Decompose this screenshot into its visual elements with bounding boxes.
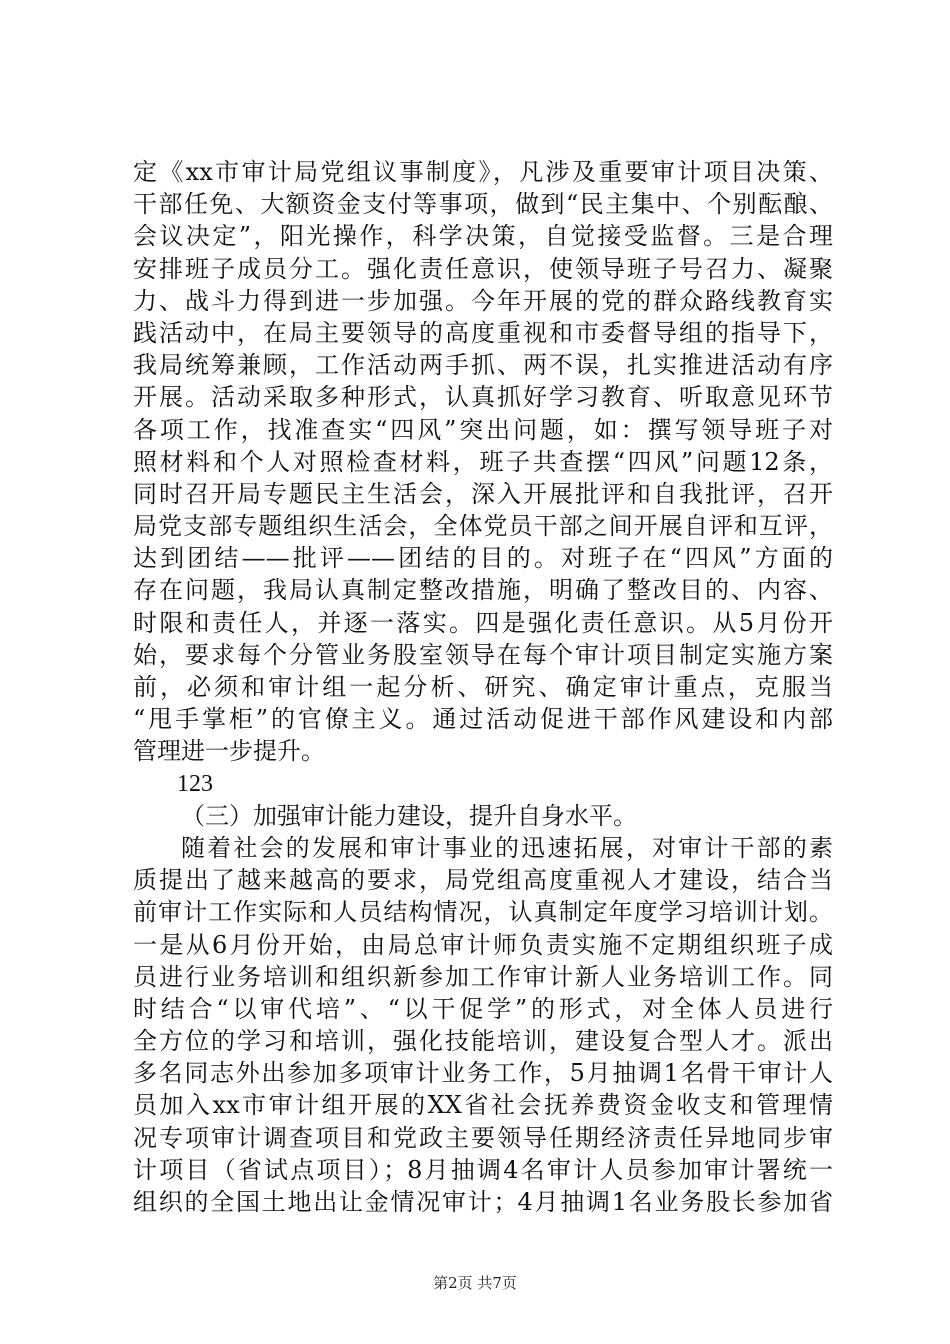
page-footer: 第2页 共7页 xyxy=(433,1274,517,1292)
text-line: 计项目（省试点项目）；8月抽调4名审计人员参加审计署统一 xyxy=(133,1155,833,1184)
text-line: 存在问题，我局认真制定整改措施，明确了整改目的、内容、 xyxy=(133,576,833,605)
text-line: 干部任免、大额资金支付等事项，做到“民主集中、个别酝酿、 xyxy=(133,190,833,219)
text-line: 时结合“以审代培”、“以干促学”的形式，对全体人员进行 xyxy=(133,994,833,1023)
text-line: 时限和责任人，并逐一落实。四是强化责任意识。从5月份开 xyxy=(133,608,833,637)
inline-number: 123 xyxy=(177,770,213,797)
text-line: 我局统筹兼顾，工作活动两手抓、两不误，扎实推进活动有序 xyxy=(133,351,833,380)
text-line: 质提出了越来越高的要求，局党组高度重视人才建设，结合当 xyxy=(133,866,833,895)
text-line: 况专项审计调查项目和党政主要领导任期经济责任异地同步审 xyxy=(133,1123,833,1152)
document-body xyxy=(133,156,833,1218)
text-line: 局党支部专题组织生活会，全体党员干部之间开展自评和互评， xyxy=(133,512,833,541)
text-line: 力、战斗力得到进一步加强。今年开展的党的群众路线教育实 xyxy=(133,286,833,315)
text-line: 前审计工作实际和人员结构情况，认真制定年度学习培训计划。 xyxy=(133,898,833,927)
text-line: 前，必须和审计组一起分析、研究、确定审计重点，克服当 xyxy=(133,673,833,701)
text-line: 组织的全国土地出让金情况审计；4月抽调1名业务股长参加省 xyxy=(133,1188,833,1216)
text-line: 随着社会的发展和审计事业的迅速拓展，对审计干部的素 xyxy=(181,833,833,862)
text-line: 开展。活动采取多种形式，认真抓好学习教育、听取意见环节 xyxy=(133,383,833,412)
text-line: 会议决定”，阳光操作，科学决策，自觉接受监督。三是合理 xyxy=(133,222,833,251)
text-line: 全方位的学习和培训，强化技能培训，建设复合型人才。派出 xyxy=(133,1027,833,1056)
text-line: 安排班子成员分工。强化责任意识，使领导班子号召力、凝聚 xyxy=(133,254,833,283)
text-line: 照材料和个人对照检查材料，班子共查摆“四风”问题12条， xyxy=(133,447,833,476)
text-line: “甩手掌柜”的官僚主义。通过活动促进干部作风建设和内部 xyxy=(133,705,833,734)
text-line: 多名同志外出参加多项审计业务工作，5月抽调1名骨干审计人 xyxy=(133,1059,833,1088)
text-line: 践活动中，在局主要领导的高度重视和市委督导组的指导下， xyxy=(133,318,833,347)
text-line: 管理进一步提升。 xyxy=(133,737,325,766)
text-line: 一是从6月份开始，由局总审计师负责实施不定期组织班子成 xyxy=(133,930,833,959)
text-line: 各项工作，找准查实“四风”突出问题，如：撰写领导班子对 xyxy=(133,415,833,444)
text-line: 定《xx市审计局党组议事制度》，凡涉及重要审计项目决策、 xyxy=(133,158,833,186)
text-line: 始，要求每个分管业务股室领导在每个审计项目制定实施方案 xyxy=(133,640,833,669)
text-line: 达到团结——批评——团结的目的。对班子在“四风”方面的 xyxy=(133,544,833,573)
text-line: 同时召开局专题民主生活会，深入开展批评和自我批评，召开 xyxy=(133,479,833,508)
text-line: 员进行业务培训和组织新参加工作审计新人业务培训工作。同 xyxy=(133,962,833,991)
text-line: （三）加强审计能力建设，提升自身水平。 xyxy=(181,801,637,830)
text-line: 员加入xx市审计组开展的XX省社会抚养费资金收支和管理情 xyxy=(133,1091,833,1120)
